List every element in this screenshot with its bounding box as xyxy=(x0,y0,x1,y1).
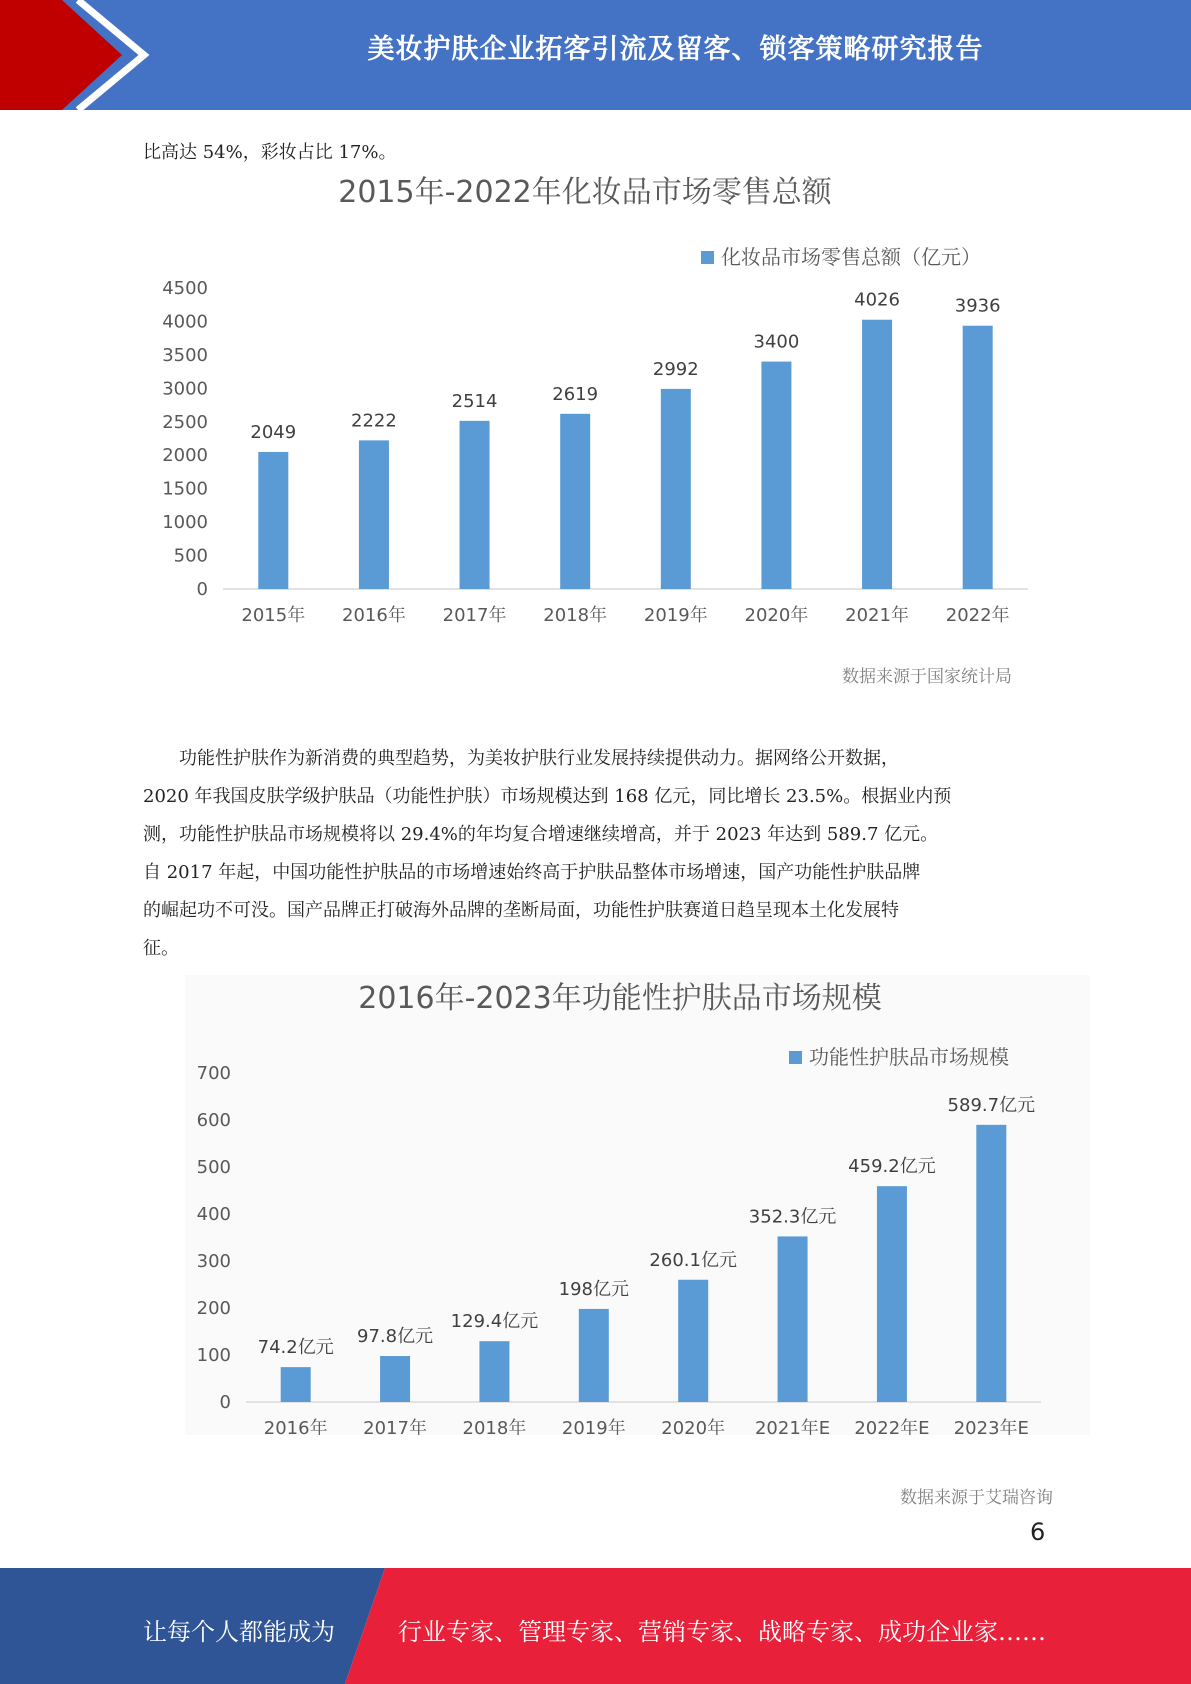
x-tick-label: 2019年 xyxy=(561,1418,626,1435)
bar xyxy=(380,1356,410,1402)
page-number: 6 xyxy=(1030,1518,1046,1546)
bar xyxy=(661,389,691,589)
y-tick-label: 0 xyxy=(196,579,208,600)
bar xyxy=(460,421,490,589)
x-tick-label: 2023年E xyxy=(953,1418,1029,1435)
page-header xyxy=(0,0,1191,110)
y-tick-label: 3000 xyxy=(162,378,208,400)
bar xyxy=(258,452,288,589)
y-tick-label: 3500 xyxy=(162,344,208,366)
data-label: 260.1亿元 xyxy=(649,1249,737,1271)
chart-title: 2015年-2022年化妆品市场零售总额 xyxy=(338,175,832,210)
x-tick-label: 2016年 xyxy=(342,605,406,626)
body-paragraph xyxy=(143,740,1053,968)
chart-title: 2016年-2023年功能性护肤品市场规模 xyxy=(358,981,882,1016)
data-label: 3936 xyxy=(954,295,1001,317)
intro-line: 比高达 54%，彩妆占比 17%。 xyxy=(143,142,397,163)
x-tick-label: 2020年 xyxy=(744,605,809,626)
y-tick-label: 0 xyxy=(219,1392,231,1413)
bar xyxy=(359,440,389,589)
x-tick-label: 2015年 xyxy=(241,605,306,626)
report-title: 美妆护肤企业拓客引流及留客、锁客策略研究报告 xyxy=(367,34,984,65)
data-label: 97.8亿元 xyxy=(357,1326,434,1348)
header-arrow-icon xyxy=(0,0,160,110)
footer-slogan-left: 让每个人都能成为 xyxy=(143,1618,335,1646)
data-label: 3400 xyxy=(753,331,800,353)
data-label: 2992 xyxy=(652,358,699,380)
y-tick-label: 700 xyxy=(196,1063,231,1084)
bar xyxy=(877,1186,907,1402)
bar xyxy=(976,1125,1006,1402)
data-label: 74.2亿元 xyxy=(257,1337,334,1359)
paragraph-line: 征。 xyxy=(143,938,179,959)
functional-skincare-chart xyxy=(185,975,1090,1435)
y-tick-label: 4000 xyxy=(162,311,208,333)
y-tick-label: 100 xyxy=(196,1345,231,1366)
bar xyxy=(579,1309,609,1402)
y-tick-label: 2000 xyxy=(162,445,208,467)
data-label: 198亿元 xyxy=(558,1278,629,1300)
chart1-source: 数据来源于国家统计局 xyxy=(842,667,1012,687)
legend-label: 功能性护肤品市场规模 xyxy=(809,1045,1009,1069)
data-label: 4026 xyxy=(854,289,900,311)
x-tick-label: 2016年 xyxy=(263,1418,328,1435)
y-tick-label: 600 xyxy=(196,1110,231,1131)
y-tick-label: 2500 xyxy=(162,411,208,433)
x-tick-label: 2018年 xyxy=(543,605,608,626)
x-tick-label: 2022年 xyxy=(945,605,1010,626)
bar xyxy=(281,1367,311,1402)
legend-swatch xyxy=(701,251,714,264)
data-label: 2619 xyxy=(552,383,599,405)
chart2-source: 数据来源于艾瑞咨询 xyxy=(900,1488,1053,1508)
paragraph-line: 2020 年我国皮肤学级护肤品（功能性护肤）市场规模达到 168 亿元，同比增长 23.5%。根据业内预 xyxy=(143,786,952,807)
bar xyxy=(761,362,791,589)
bar xyxy=(862,320,892,589)
paragraph-line: 自 2017 年起，中国功能性护肤品的市场增速始终高于护肤品整体市场增速，国产功能性护肤品牌 xyxy=(143,862,921,883)
data-label: 2514 xyxy=(451,390,498,412)
paragraph-line: 功能性护肤作为新消费的典型趋势，为美妆护肤行业发展持续提供动力。据网络公开数据， xyxy=(179,748,899,769)
bar xyxy=(778,1236,808,1402)
y-tick-label: 300 xyxy=(196,1251,231,1272)
footer-slogan-right: 行业专家、管理专家、营销专家、战略专家、成功企业家…… xyxy=(398,1618,1046,1646)
x-tick-label: 2018年 xyxy=(462,1418,527,1435)
paragraph-line: 测，功能性护肤品市场规模将以 29.4%的年均复合增速继续增高，并于 2023 年达到 589.7 亿元。 xyxy=(143,824,939,845)
data-label: 2049 xyxy=(250,421,297,443)
y-tick-label: 1500 xyxy=(162,478,208,500)
paragraph-line: 的崛起功不可没。国产品牌正打破海外品牌的垄断局面，功能性护肤赛道日趋呈现本土化发展特 xyxy=(143,900,899,921)
x-tick-label: 2017年 xyxy=(442,605,507,626)
x-tick-label: 2020年 xyxy=(661,1418,726,1435)
y-tick-label: 400 xyxy=(196,1204,231,1225)
data-label: 352.3亿元 xyxy=(748,1206,837,1228)
x-tick-label: 2019年 xyxy=(643,605,708,626)
legend-swatch xyxy=(789,1051,802,1064)
y-tick-label: 1000 xyxy=(162,512,208,534)
y-tick-label: 500 xyxy=(173,545,208,567)
retail-sales-chart xyxy=(140,170,1060,650)
data-label: 2222 xyxy=(351,410,397,432)
x-tick-label: 2021年E xyxy=(754,1418,831,1435)
y-tick-label: 200 xyxy=(196,1298,231,1319)
x-tick-label: 2022年E xyxy=(854,1418,930,1435)
y-tick-label: 4500 xyxy=(162,278,208,299)
bar xyxy=(560,414,590,589)
data-label: 459.2亿元 xyxy=(848,1156,936,1178)
data-label: 589.7亿元 xyxy=(947,1094,1036,1116)
bar xyxy=(479,1341,509,1402)
bar xyxy=(963,326,993,589)
y-tick-label: 500 xyxy=(196,1157,231,1178)
legend-label: 化妆品市场零售总额（亿元） xyxy=(721,245,981,269)
x-tick-label: 2017年 xyxy=(363,1418,427,1435)
x-tick-label: 2021年 xyxy=(845,605,909,626)
bar xyxy=(678,1280,708,1402)
data-label: 129.4亿元 xyxy=(450,1311,539,1333)
